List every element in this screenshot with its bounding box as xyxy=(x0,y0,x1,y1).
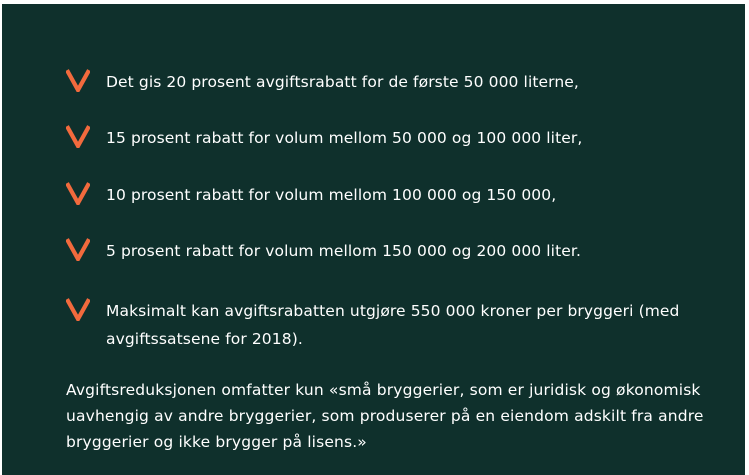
checkmark-icon xyxy=(66,68,90,92)
eligibility-paragraph: Avgiftsreduksjonen omfatter kun «små bryggerier, som er juridisk og økonomisk uavhengig av andre bryggerier, som produserer på en eiendom adskilt fra andre bryggerier og ikke brygger på lisens.» xyxy=(66,381,704,451)
list-item-text: 5 prosent rabatt for volum mellom 150 000 og 200 000 liter. xyxy=(106,242,581,260)
list-item-text: Maksimalt kan avgiftsrabatten utgjøre 550 000 kroner per bryggeri (med avgiftssatsene for 2018). xyxy=(106,302,680,348)
checkmark-icon xyxy=(66,237,90,261)
list-item-text: 10 prosent rabatt for volum mellom 100 000 og 150 000, xyxy=(106,186,557,204)
checkmark-icon xyxy=(66,297,90,321)
content-panel xyxy=(2,4,745,475)
list-item-text: 15 prosent rabatt for volum mellom 50 000 og 100 000 liter, xyxy=(106,129,583,147)
checkmark-icon xyxy=(66,124,90,148)
list-item-text: Det gis 20 prosent avgiftsrabatt for de første 50 000 literne, xyxy=(106,73,579,91)
checkmark-icon xyxy=(66,181,90,205)
